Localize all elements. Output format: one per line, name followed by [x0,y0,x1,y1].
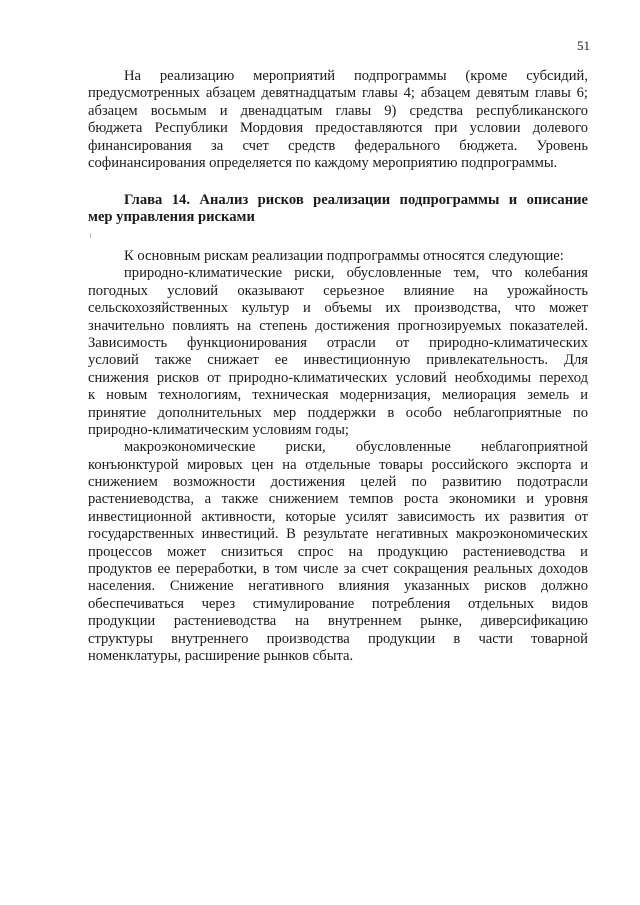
text-line: конъюнктурой мировых цен на отдельные товары российского экспорта и [88,456,588,473]
text-line: снижением возможности достижения целей по развитию подотрасли [88,474,588,491]
text-line: инвестиционной активности, которые усилят зависимость их развития от [88,508,588,525]
text-line: макроэкономические риски, обусловленные неблагоприятной [124,439,588,456]
text-line: финансирования за счет средств федерального бюджета. Уровень [88,137,588,154]
text-line: растениеводства, а также снижением темпов роста экономики и уровня [88,491,588,508]
text-line: условий также снижает ее инвестиционную привлекательность. Для [88,352,588,369]
text-line: софинансирования определяется по каждому мероприятию подпрограммы. [88,154,558,171]
text-line: обеспечиваться через стимулирование потребления отдельных видов [88,595,588,612]
text-line: погодных условий оказывают серьезное влияние на урожайность [88,282,588,299]
scan-mark [90,233,91,238]
text-line: к новым технологиям, техническая модернизация, мелиорация земель и [88,387,588,404]
heading-line: мер управления рисками [88,209,255,226]
risks-section [88,248,588,665]
text-line: природно-климатические риски, обусловленные тем, что колебания [124,265,588,282]
text-line: населения. Снижение негативного влияния указанных рисков должно [88,578,588,595]
text-line: сельскохозяйственных культур и объемы их производства, что может [88,300,588,317]
chapter-heading [88,192,588,227]
text-line: продукции растениеводства на внутреннем рынке, диверсификацию [88,613,588,630]
text-line: номенклатуры, расширение рынков сбыта. [88,647,354,664]
text-line: На реализацию мероприятий подпрограммы (кроме субсидий, [124,68,588,84]
text-line: процессов может снизиться спрос на продукцию растениеводства и [88,543,588,560]
text-line: принятие дополнительных мер поддержки в особо неблагоприятные по [88,404,588,421]
text-line: Зависимость функционирования отрасли от природно-климатических [88,334,588,351]
text-line: предусмотренных абзацем девятнадцатым главы 4; абзацем девятым главы 6; [88,85,588,102]
text-line: значительно повлиять на степень достижения прогнозируемых показателей. [88,317,588,334]
text-line: абзацем восьмым и двенадцатым главы 9) средства республиканского [88,102,588,119]
funding-paragraph [88,68,588,172]
heading-line: Глава 14. Анализ рисков реализации подпрограммы и описание [124,192,588,208]
text-line: природно-климатическим условиям годы; [88,421,349,438]
text-line: бюджета Республики Мордовия предоставляются при условии долевого [88,120,588,137]
text-line: структуры внутреннего производства продукции в части товарной [88,630,588,647]
page-number: 51 [577,38,590,53]
text-line: продуктов ее переработки, в том числе за счет сокращения реальных доходов [88,561,588,578]
text-line: К основным рискам реализации подпрограммы относятся следующие: [124,248,564,264]
text-line: государственных инвестиций. В результате негативных макроэкономических [88,526,588,543]
text-line: снижения рисков от природно-климатических условий необходимы переход [88,369,588,386]
